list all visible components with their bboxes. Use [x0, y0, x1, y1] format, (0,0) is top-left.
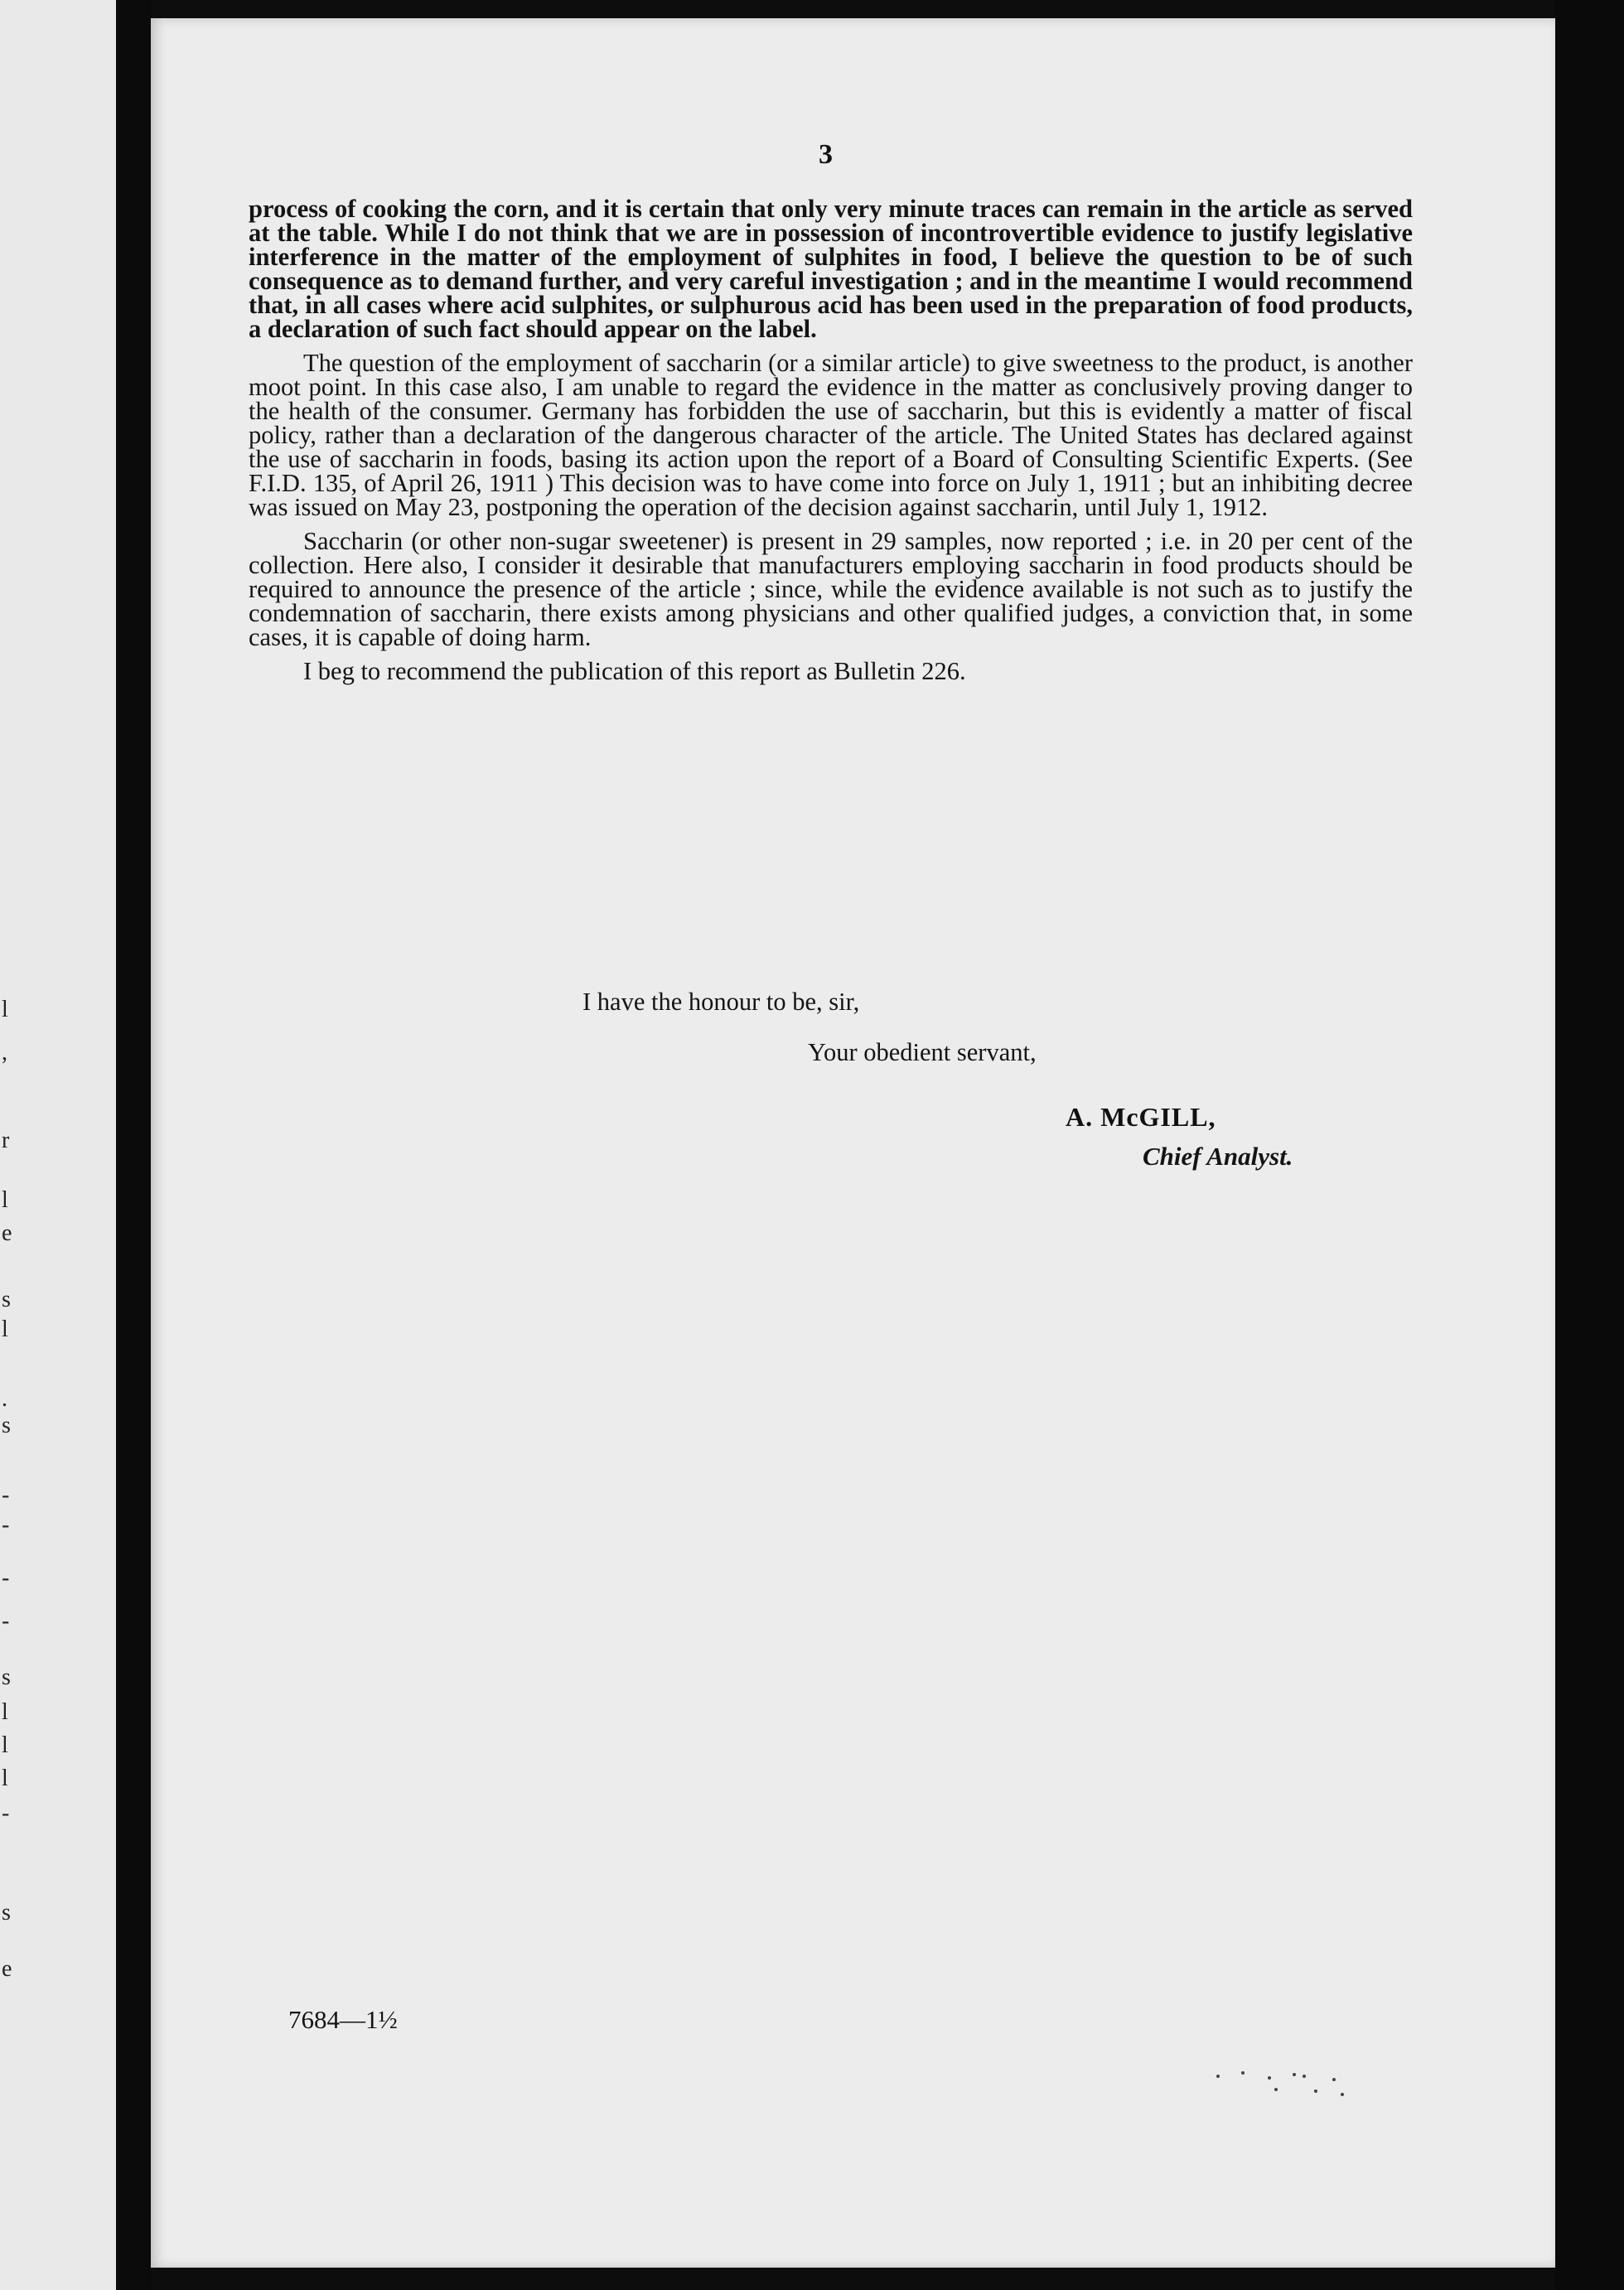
paragraph: Saccharin (or other non-sugar sweetener) is present in 29 samples, now reported ; i.e. in 20 per cent of the collection. Here also, I consider it desirable that manufacturers employing saccharin in food products should be required to announce the presence of the article ; since, while the evidence available is not such as to justify the condemnation of saccharin, there exists among physicians and other qualified judges, a conviction that, in some cases, it is capable of doing harm.: [249, 527, 1413, 651]
speck: [1216, 2075, 1220, 2078]
margin-fragment: s: [2, 1900, 11, 1925]
margin-fragment: -: [2, 1608, 10, 1634]
paragraph: I beg to recommend the publication of this report as Bulletin 226.: [303, 657, 966, 685]
margin-fragment: l: [2, 1732, 8, 1758]
paragraph: process of cooking the corn, and it is certain that only very minute traces can remain in the article as served at the table. While I do not think that we are in possession of incontrovertible evidence to justify legislative interference in the matter of the employment of sulphites in food, I believe the question to be of such consequence as to demand further, and very careful investigation ; and in the meantime I would recommend that, in all cases where acid sulphites, or sulphurous acid has been used in the preparation of food products, a declaration of such fact should appear on the label.: [249, 195, 1413, 343]
scanner-border: [1555, 0, 1624, 2290]
margin-fragment: l: [2, 1699, 8, 1725]
previous-page-edge: [0, 0, 116, 2290]
margin-fragment: l: [2, 1766, 8, 1791]
margin-fragment: e: [2, 1220, 12, 1246]
margin-fragment: .: [2, 1386, 7, 1412]
page-number: 3: [819, 139, 833, 170]
margin-fragment: l: [2, 1317, 8, 1342]
body-text: [249, 197, 1413, 693]
margin-fragment: -: [2, 1800, 10, 1826]
margin-fragment: -: [2, 1512, 10, 1538]
margin-fragment: s: [2, 1413, 11, 1438]
speck: [1268, 2076, 1271, 2080]
speck: [1293, 2073, 1296, 2076]
binding-gutter: [116, 0, 151, 2290]
signature-title: Chief Analyst.: [1143, 1142, 1293, 1171]
speck: [1241, 2071, 1245, 2075]
margin-fragment: r: [2, 1128, 10, 1153]
speck: [1303, 2075, 1306, 2078]
scan-specks: [1216, 2070, 1365, 2103]
signature-name: A. McGILL,: [1066, 1102, 1216, 1132]
print-code: 7684—1½: [288, 2005, 398, 2034]
speck: [1274, 2088, 1278, 2091]
margin-fragment: -: [2, 1482, 10, 1508]
margin-fragment: e: [2, 1956, 12, 1982]
closing-line: I have the honour to be, sir,: [582, 988, 860, 1016]
speck: [1332, 2078, 1336, 2081]
margin-fragment: s: [2, 1287, 11, 1312]
closing-line: Your obedient servant,: [808, 1038, 1037, 1066]
margin-fragment: s: [2, 1664, 11, 1690]
paragraph: The question of the employment of saccharin (or a similar article) to give sweetness to the product, is another moot point. In this case also, I am unable to regard the evidence in the matter as conclusively proving danger to the health of the consumer. Germany has forbidden the use of saccharin, but this is evidently a matter of fiscal policy, rather than a declaration of the dangerous character of the article. The United States has declared against the use of saccharin in foods, basing its action upon the report of a Board of Consulting Scientific Experts. (See F.I.D. 135, of April 26, 1911 ) This decision was to have come into force on July 1, 1911 ; but an inhibiting decree was issued on May 23, postponing the operation of the decision against saccharin, until July 1, 1912.: [249, 349, 1413, 521]
margin-fragment: ,: [2, 1040, 7, 1065]
margin-fragment: l: [2, 997, 8, 1022]
speck: [1314, 2090, 1317, 2093]
speck: [1341, 2093, 1344, 2096]
margin-fragment: -: [2, 1565, 10, 1591]
margin-fragment: l: [2, 1187, 8, 1213]
